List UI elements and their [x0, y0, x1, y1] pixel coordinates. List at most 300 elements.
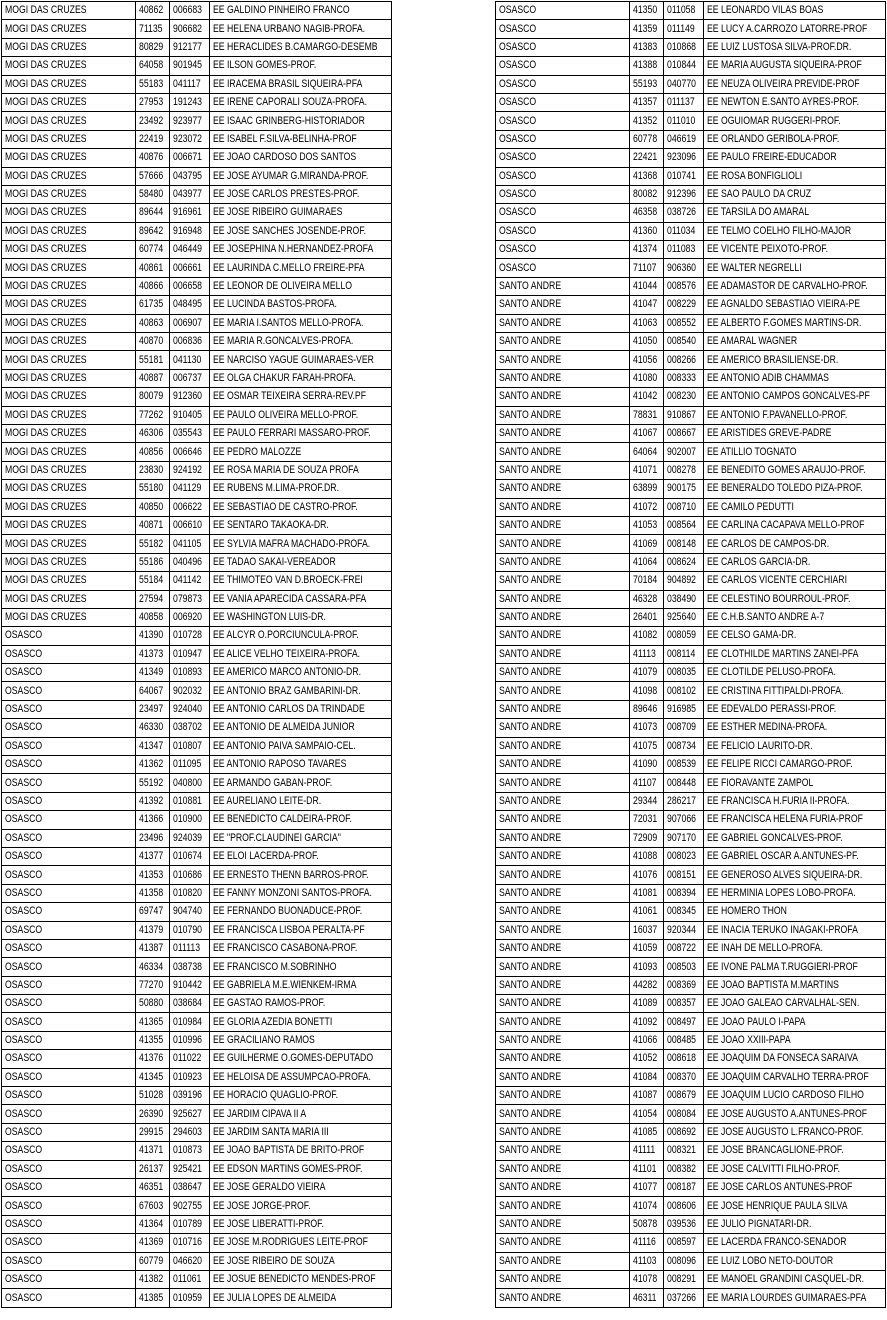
cell-text: EE BENEDICTO CALDEIRA-PROF.	[213, 813, 352, 826]
cell-text: 900175	[667, 482, 696, 495]
municipality-cell	[496, 38, 630, 56]
cell-text: MOGI DAS CRUZES	[5, 611, 87, 624]
cie-code-cell	[170, 314, 210, 332]
code-cell	[630, 1234, 664, 1252]
cie-code-cell	[170, 112, 210, 130]
school-name-cell	[704, 1215, 886, 1233]
cie-code-cell	[664, 461, 704, 479]
cell-text: EE LUIZ LUSTOSA SILVA-PROF.DR.	[707, 40, 852, 53]
cell-text: EE TADAO SAKAI-VEREADOR	[213, 555, 336, 568]
municipality-cell	[2, 2, 136, 20]
cell-text: 008148	[667, 537, 696, 550]
cell-text: 010996	[173, 1034, 202, 1047]
school-name-cell	[210, 388, 392, 406]
cell-text: 41113	[633, 647, 656, 660]
cell-text: EE JOAO CARDOSO DOS SANTOS	[213, 151, 357, 164]
municipality-cell	[496, 756, 630, 774]
cell-text: EE JOSE CARLOS ANTUNES-PROF	[707, 1181, 853, 1194]
cell-text: EE CAMILO PEDUTTI	[707, 500, 794, 513]
cie-code-cell	[664, 627, 704, 645]
cell-text: MOGI DAS CRUZES	[5, 519, 87, 532]
municipality-cell	[2, 664, 136, 682]
cell-text: EE JOSE AUGUSTO L.FRANCO-PROF.	[707, 1126, 864, 1139]
cell-text: SANTO ANDRE	[499, 1254, 562, 1267]
table-row	[496, 516, 886, 534]
cell-text: OSASCO	[5, 1273, 43, 1286]
cell-text: EE TELMO COELHO FILHO-MAJOR	[707, 224, 852, 237]
cell-text: 41084	[633, 1070, 658, 1083]
cie-code-cell	[664, 480, 704, 498]
table-row	[2, 1031, 392, 1049]
code-cell	[136, 1087, 170, 1105]
school-name-cell	[210, 553, 392, 571]
cell-text: 27594	[139, 592, 164, 605]
cell-text: 41387	[139, 942, 164, 955]
table-row	[2, 590, 392, 608]
cell-text: EE OSMAR TEIXEIRA SERRA-REV.PF	[213, 390, 367, 403]
municipality-cell	[496, 1179, 630, 1197]
cell-text: 55186	[139, 555, 164, 568]
cell-text: OSASCO	[5, 868, 43, 881]
municipality-cell	[496, 737, 630, 755]
code-cell	[136, 314, 170, 332]
table-row	[2, 1087, 392, 1105]
cell-text: EE GABRIEL GONCALVES-PROF.	[707, 831, 843, 844]
school-name-cell	[210, 1031, 392, 1049]
cie-code-cell	[170, 811, 210, 829]
cell-text: 916985	[667, 703, 696, 716]
table-row	[496, 185, 886, 203]
cie-code-cell	[664, 1270, 704, 1288]
cell-text: 008485	[667, 1034, 696, 1047]
code-cell	[136, 976, 170, 994]
cie-code-cell	[664, 995, 704, 1013]
cell-text: 923977	[173, 114, 202, 127]
municipality-cell	[496, 884, 630, 902]
cell-text: OSASCO	[5, 794, 43, 807]
cie-code-cell	[664, 737, 704, 755]
cell-text: 008370	[667, 1070, 696, 1083]
cell-text: EE CELSO GAMA-DR.	[707, 629, 797, 642]
cell-text: EE JOAO PAULO I-PAPA	[707, 1015, 806, 1028]
code-cell	[630, 1252, 664, 1270]
municipality-cell	[496, 1270, 630, 1288]
cell-text: 41350	[633, 4, 658, 17]
cie-code-cell	[664, 20, 704, 38]
school-name-cell	[210, 829, 392, 847]
school-name-cell	[704, 241, 886, 259]
cell-text: 006671	[173, 151, 202, 164]
cell-text: EE CRISTINA FITTIPALDI-PROFA.	[707, 684, 844, 697]
code-cell	[630, 664, 664, 682]
cell-text: EE AMERICO MARCO ANTONIO-DR.	[213, 666, 362, 679]
municipality-cell	[2, 57, 136, 75]
cell-text: SANTO ANDRE	[499, 1236, 562, 1249]
municipality-cell	[496, 498, 630, 516]
school-name-cell	[210, 664, 392, 682]
cell-text: OSASCO	[499, 132, 537, 145]
cell-text: 64067	[139, 684, 164, 697]
cell-text: EE JOSE SANCHES JOSENDE-PROF.	[213, 224, 367, 237]
school-name-cell	[210, 222, 392, 240]
code-cell	[630, 57, 664, 75]
municipality-cell	[2, 1215, 136, 1233]
municipality-cell	[2, 1013, 136, 1031]
cie-code-cell	[664, 921, 704, 939]
cell-text: MOGI DAS CRUZES	[5, 132, 87, 145]
cell-text: 41360	[633, 224, 658, 237]
cie-code-cell	[170, 1068, 210, 1086]
municipality-cell	[496, 1087, 630, 1105]
cie-code-cell	[664, 811, 704, 829]
cell-text: OSASCO	[5, 1254, 43, 1267]
municipality-cell	[2, 847, 136, 865]
cell-text: 010741	[667, 169, 696, 182]
cell-text: 80082	[633, 188, 658, 201]
school-name-cell	[210, 498, 392, 516]
cell-text: 29915	[139, 1126, 164, 1139]
cell-text: 011095	[173, 758, 202, 771]
cell-text: 008709	[667, 721, 696, 734]
cell-text: EE GUILHERME O.GOMES-DEPUTADO	[213, 1052, 374, 1065]
cell-text: 008448	[667, 776, 696, 789]
code-cell	[630, 682, 664, 700]
cell-text: SANTO ANDRE	[499, 978, 562, 991]
cell-text: 038684	[173, 997, 202, 1010]
cell-text: 046619	[667, 132, 696, 145]
cell-text: OSASCO	[5, 886, 43, 899]
school-name-cell	[210, 737, 392, 755]
code-cell	[630, 958, 664, 976]
table-row	[496, 1215, 886, 1233]
code-cell	[136, 185, 170, 203]
municipality-cell	[496, 1031, 630, 1049]
code-cell	[630, 903, 664, 921]
municipality-cell	[2, 811, 136, 829]
cell-text: 038490	[667, 592, 696, 605]
cell-text: 41098	[633, 684, 658, 697]
cell-text: EE ANTONIO DE ALMEIDA JUNIOR	[213, 721, 355, 734]
cell-text: OSASCO	[5, 1089, 43, 1102]
cell-text: 57666	[139, 169, 164, 182]
code-cell	[136, 516, 170, 534]
cell-text: 41377	[139, 850, 164, 863]
municipality-cell	[2, 535, 136, 553]
cell-text: EE SAO PAULO DA CRUZ	[707, 188, 812, 201]
code-cell	[630, 259, 664, 277]
table-row	[2, 112, 392, 130]
cell-text: EE AMERICO BRASILIENSE-DR.	[707, 353, 839, 366]
municipality-cell	[2, 774, 136, 792]
table-row	[2, 498, 392, 516]
table-row	[496, 1234, 886, 1252]
cie-code-cell	[170, 204, 210, 222]
cell-text: 41071	[633, 463, 658, 476]
school-name-cell	[210, 296, 392, 314]
cell-text: EE JOSE CALVITTI FILHO-PROF.	[707, 1162, 841, 1175]
cell-text: SANTO ANDRE	[499, 721, 562, 734]
cell-text: EE HELOISA DE ASSUMPCAO-PROFA.	[213, 1070, 371, 1083]
cie-code-cell	[664, 75, 704, 93]
school-name-cell	[704, 75, 886, 93]
cell-text: EE FIORAVANTE ZAMPOL	[707, 776, 814, 789]
school-name-cell	[704, 829, 886, 847]
municipality-cell	[496, 20, 630, 38]
cell-text: 008357	[667, 997, 696, 1010]
municipality-cell	[2, 645, 136, 663]
cell-text: EE HERACLIDES B.CAMARGO-DESEMB	[213, 40, 378, 53]
cell-text: 71135	[139, 22, 163, 35]
cell-text: 008369	[667, 978, 696, 991]
code-cell	[630, 1105, 664, 1123]
municipality-cell	[496, 369, 630, 387]
table-row	[496, 369, 886, 387]
cell-text: 008539	[667, 758, 696, 771]
table-row	[2, 1142, 392, 1160]
cell-text: 41385	[139, 1291, 164, 1304]
code-cell	[136, 1197, 170, 1215]
table-row	[2, 1197, 392, 1215]
cell-text: 010923	[173, 1070, 202, 1083]
school-name-cell	[704, 756, 886, 774]
cell-text: 040770	[667, 77, 696, 90]
cie-code-cell	[170, 185, 210, 203]
cell-text: SANTO ANDRE	[499, 997, 562, 1010]
cell-text: MOGI DAS CRUZES	[5, 59, 87, 72]
table-row	[2, 719, 392, 737]
municipality-cell	[2, 700, 136, 718]
municipality-cell	[496, 93, 630, 111]
cell-text: EE EDEVALDO PERASSI-PROF.	[707, 703, 837, 716]
table-row	[2, 204, 392, 222]
cell-text: EE JULIA LOPES DE ALMEIDA	[213, 1291, 337, 1304]
cie-code-cell	[170, 976, 210, 994]
cell-text: 006610	[173, 519, 202, 532]
cell-text: 008576	[667, 280, 696, 293]
cie-code-cell	[664, 1179, 704, 1197]
cell-text: OSASCO	[5, 1291, 43, 1304]
cell-text: 902032	[173, 684, 202, 697]
cell-text: 46330	[139, 721, 164, 734]
code-cell	[630, 38, 664, 56]
code-cell	[136, 498, 170, 516]
school-name-cell	[210, 1252, 392, 1270]
table-row	[496, 811, 886, 829]
cell-text: SANTO ANDRE	[499, 666, 562, 679]
cell-text: 008710	[667, 500, 696, 513]
municipality-cell	[496, 664, 630, 682]
cie-code-cell	[170, 1179, 210, 1197]
cie-code-cell	[664, 829, 704, 847]
cie-code-cell	[664, 424, 704, 442]
cell-text: 41053	[633, 519, 658, 532]
code-cell	[136, 222, 170, 240]
school-name-cell	[704, 480, 886, 498]
cell-text: 010728	[173, 629, 202, 642]
municipality-cell	[496, 1215, 630, 1233]
cell-text: 41074	[633, 1199, 658, 1212]
cie-code-cell	[170, 1270, 210, 1288]
cell-text: 41103	[633, 1254, 657, 1267]
table-row	[2, 847, 392, 865]
cell-text: 191243	[173, 96, 202, 109]
cie-code-cell	[664, 1142, 704, 1160]
cell-text: 41063	[633, 316, 658, 329]
school-name-cell	[704, 149, 886, 167]
cell-text: 924192	[173, 463, 202, 476]
cell-text: 41101	[633, 1162, 657, 1175]
code-cell	[136, 921, 170, 939]
municipality-cell	[2, 1270, 136, 1288]
cell-text: 16037	[633, 923, 658, 936]
municipality-cell	[496, 1050, 630, 1068]
cell-text: 41364	[139, 1217, 164, 1230]
table-row	[2, 1068, 392, 1086]
school-name-cell	[210, 149, 392, 167]
code-cell	[136, 38, 170, 56]
cell-text: SANTO ANDRE	[499, 850, 562, 863]
cie-code-cell	[664, 1160, 704, 1178]
cell-text: EE ELOI LACERDA-PROF.	[213, 850, 319, 863]
cell-text: 41069	[633, 537, 658, 550]
cell-text: 008333	[667, 372, 696, 384]
cell-text: MOGI DAS CRUZES	[5, 188, 87, 201]
cell-text: SANTO ANDRE	[499, 647, 562, 660]
table-row	[2, 351, 392, 369]
cell-text: EE CELESTINO BOURROUL-PROF.	[707, 592, 851, 605]
municipality-cell	[2, 369, 136, 387]
code-cell	[630, 1197, 664, 1215]
municipality-cell	[2, 756, 136, 774]
cell-text: 41359	[633, 22, 658, 35]
cell-text: EE PAULO FREIRE-EDUCADOR	[707, 151, 837, 164]
municipality-cell	[496, 130, 630, 148]
municipality-cell	[496, 296, 630, 314]
cell-text: SANTO ANDRE	[499, 1070, 562, 1083]
table-row	[496, 222, 886, 240]
cell-text: OSASCO	[5, 666, 43, 679]
school-name-cell	[210, 866, 392, 884]
municipality-cell	[496, 903, 630, 921]
school-name-cell	[704, 1087, 886, 1105]
code-cell	[136, 664, 170, 682]
municipality-cell	[2, 903, 136, 921]
code-cell	[630, 1050, 664, 1068]
code-cell	[630, 1179, 664, 1197]
cell-text: 23492	[139, 114, 164, 127]
cell-text: SANTO ANDRE	[499, 960, 562, 973]
cell-text: EE INAH DE MELLO-PROFA.	[707, 942, 823, 955]
school-name-cell	[210, 167, 392, 185]
cie-code-cell	[170, 1123, 210, 1141]
cell-text: 039196	[173, 1089, 202, 1102]
municipality-cell	[496, 149, 630, 167]
cell-text: 41374	[633, 243, 658, 256]
cell-text: 006737	[173, 372, 202, 384]
cell-text: EE ADAMASTOR DE CARVALHO-PROF.	[707, 280, 868, 293]
table-row	[496, 1031, 886, 1049]
cell-text: 55181	[139, 353, 164, 366]
cell-text: MOGI DAS CRUZES	[5, 592, 87, 605]
school-name-cell	[210, 535, 392, 553]
school-name-cell	[210, 333, 392, 351]
school-name-cell	[704, 388, 886, 406]
cell-text: 008278	[667, 463, 696, 476]
municipality-cell	[2, 1289, 136, 1307]
cie-code-cell	[170, 958, 210, 976]
code-cell	[136, 130, 170, 148]
code-cell	[630, 792, 664, 810]
table-row	[496, 1013, 886, 1031]
cie-code-cell	[664, 333, 704, 351]
cell-text: EE SEBASTIAO DE CASTRO-PROF.	[213, 500, 358, 513]
table-row	[496, 627, 886, 645]
table-row	[2, 1215, 392, 1233]
municipality-cell	[496, 333, 630, 351]
cell-text: 67603	[139, 1199, 164, 1212]
cell-text: 916948	[173, 224, 202, 237]
school-name-cell	[210, 1105, 392, 1123]
cell-text: MOGI DAS CRUZES	[5, 316, 87, 329]
cell-text: OSASCO	[5, 721, 43, 734]
cell-text: MOGI DAS CRUZES	[5, 463, 87, 476]
code-cell	[136, 535, 170, 553]
cell-text: 924039	[173, 831, 202, 844]
school-name-cell	[210, 958, 392, 976]
cell-text: 41368	[633, 169, 658, 182]
cell-text: SANTO ANDRE	[499, 482, 562, 495]
cie-code-cell	[664, 1123, 704, 1141]
cell-text: OSASCO	[5, 739, 43, 752]
cell-text: OSASCO	[5, 647, 43, 660]
cell-text: EE HELENA URBANO NAGIB-PROFA.	[213, 22, 366, 35]
table-row	[496, 406, 886, 424]
cell-text: MOGI DAS CRUZES	[5, 224, 87, 237]
municipality-cell	[2, 792, 136, 810]
cie-code-cell	[170, 792, 210, 810]
cie-code-cell	[664, 185, 704, 203]
municipality-cell	[2, 480, 136, 498]
cell-text: EE MARIA I.SANTOS MELLO-PROFA.	[213, 316, 364, 329]
table-row	[2, 700, 392, 718]
school-name-cell	[210, 572, 392, 590]
cell-text: 58480	[139, 188, 164, 201]
cie-code-cell	[664, 976, 704, 994]
cell-text: EE JOAO BAPTISTA DE BRITO-PROF	[213, 1144, 365, 1157]
school-name-cell	[210, 756, 392, 774]
cell-text: 64058	[139, 59, 164, 72]
code-cell	[630, 939, 664, 957]
cell-text: 040496	[173, 555, 202, 568]
cell-text: 010820	[173, 886, 202, 899]
table-row	[496, 958, 886, 976]
cell-text: 925640	[667, 611, 696, 624]
school-name-cell	[704, 167, 886, 185]
code-cell	[136, 572, 170, 590]
cie-code-cell	[170, 369, 210, 387]
school-name-cell	[210, 1197, 392, 1215]
cell-text: 038738	[173, 960, 202, 973]
cell-text: EE ANTONIO RAPOSO TAVARES	[213, 758, 347, 771]
cell-text: EE ANTONIO CARLOS DA TRINDADE	[213, 703, 365, 716]
cie-code-cell	[170, 1252, 210, 1270]
school-name-cell	[210, 443, 392, 461]
cell-text: MOGI DAS CRUZES	[5, 114, 87, 127]
cell-text: 72031	[633, 813, 658, 826]
cell-text: 294603	[173, 1126, 202, 1139]
table-row	[2, 222, 392, 240]
cell-text: EE FERNANDO BUONADUCE-PROF.	[213, 905, 363, 918]
